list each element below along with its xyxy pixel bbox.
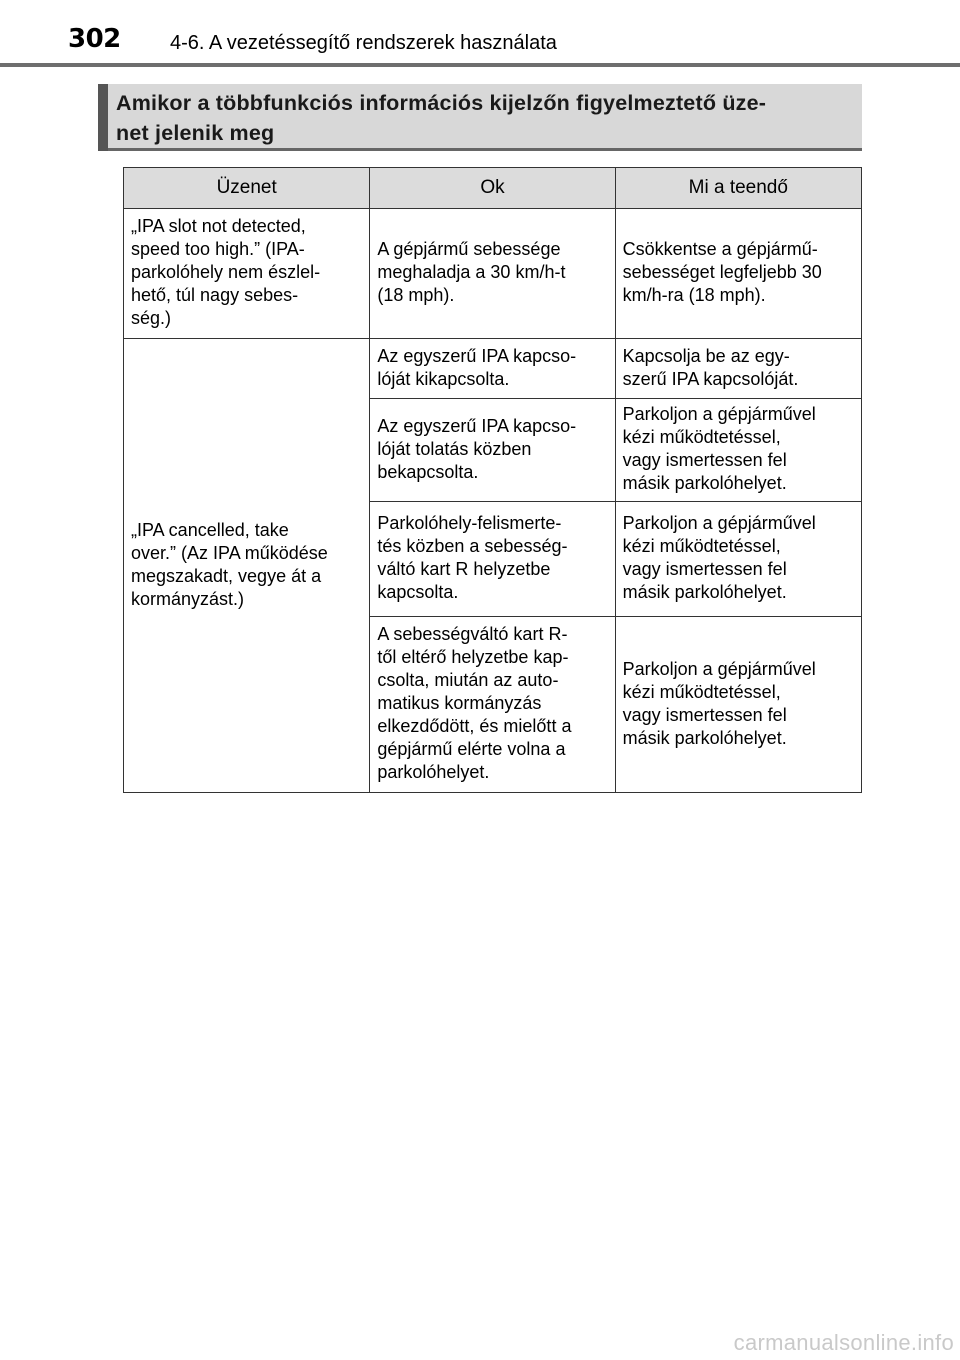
warning-message-table [123, 167, 862, 793]
action-cell: Parkoljon a gépjárművel kézi működtetéssel, vagy ismertessen fel másik parkolóhelyet. [615, 399, 861, 502]
chapter-title: 4-6. A vezetéssegítő rendszerek használata [170, 32, 557, 54]
action-cell: Csökkentse a gépjármű- sebességet legfeljebb 30 km/h-ra (18 mph). [615, 209, 861, 339]
header-rule [0, 63, 960, 67]
table-row [124, 209, 862, 339]
section-title: Amikor a többfunkciós információs kijelzőn figyelmeztető üze- net jelenik meg [116, 91, 767, 145]
action-cell: Kapcsolja be az egy- szerű IPA kapcsolóját. [615, 339, 861, 399]
column-header-action: Mi a teendő [615, 168, 861, 209]
cause-cell: Az egyszerű IPA kapcso- lóját kikapcsolta. [370, 339, 615, 399]
table-header-row [124, 168, 862, 209]
watermark: carmanualsonline.info [733, 1330, 954, 1355]
section-accent-bar [98, 84, 108, 151]
cause-cell: Az egyszerű IPA kapcso- lóját tolatás közben bekapcsolta. [370, 399, 615, 502]
action-cell: Parkoljon a gépjárművel kézi működtetéssel, vagy ismertessen fel másik parkolóhelyet. [615, 617, 861, 793]
message-cell: „IPA cancelled, take over.” (Az IPA működése megszakadt, vegye át a kormányzást.) [124, 339, 370, 793]
table-row [124, 339, 862, 399]
column-header-message: Üzenet [124, 168, 370, 209]
cause-cell: A sebességváltó kart R- től eltérő helyzetbe kap- csolta, miután az auto- matikus kormányzás elkezdődött, és mielőtt a gépjármű elérte volna a parkolóhelyet. [370, 617, 615, 793]
cause-cell: Parkolóhely-felismerte- tés közben a sebesség- váltó kart R helyzetbe kapcsolta. [370, 502, 615, 617]
cause-cell: A gépjármű sebessége meghaladja a 30 km/h-t (18 mph). [370, 209, 615, 339]
message-cell: „IPA slot not detected, speed too high.” (IPA- parkolóhely nem észlel- hető, túl nagy sebes- ség.) [124, 209, 370, 339]
section-heading-box [98, 84, 862, 151]
page-number: 302 [68, 24, 121, 54]
column-header-cause: Ok [370, 168, 615, 209]
action-cell: Parkoljon a gépjárművel kézi működtetéssel, vagy ismertessen fel másik parkolóhelyet. [615, 502, 861, 617]
page-header [0, 0, 960, 70]
